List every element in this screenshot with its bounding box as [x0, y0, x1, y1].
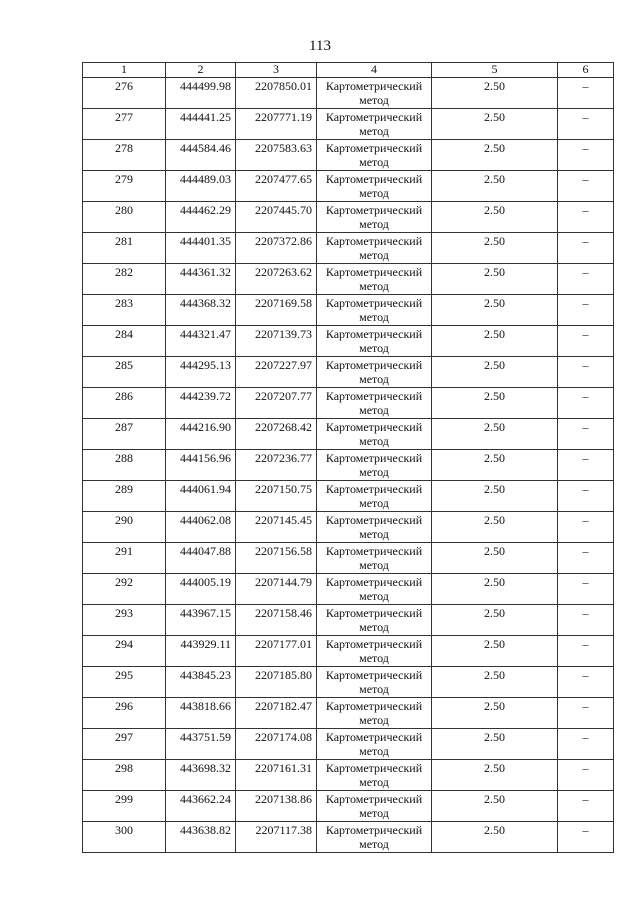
note-cell: –	[558, 171, 614, 202]
x-coordinate-cell: 444489.03	[166, 171, 236, 202]
table-row	[83, 512, 614, 543]
coordinates-table	[82, 62, 614, 853]
note-cell: –	[558, 729, 614, 760]
note-cell: –	[558, 388, 614, 419]
table-row	[83, 822, 614, 853]
method-cell: Картометрический метод	[317, 140, 432, 171]
table-row	[83, 233, 614, 264]
note-cell: –	[558, 636, 614, 667]
method-cell: Картометрический метод	[317, 760, 432, 791]
x-coordinate-cell: 443751.59	[166, 729, 236, 760]
note-cell: –	[558, 419, 614, 450]
table-row	[83, 171, 614, 202]
table-row	[83, 140, 614, 171]
accuracy-cell: 2.50	[432, 481, 558, 512]
x-coordinate-cell: 444216.90	[166, 419, 236, 450]
method-cell: Картометрический метод	[317, 419, 432, 450]
note-cell: –	[558, 264, 614, 295]
method-cell: Картометрический метод	[317, 791, 432, 822]
point-number-cell: 288	[83, 450, 166, 481]
table-body	[83, 78, 614, 853]
method-cell: Картометрический метод	[317, 729, 432, 760]
table-row	[83, 419, 614, 450]
method-cell: Картометрический метод	[317, 667, 432, 698]
point-number-cell: 298	[83, 760, 166, 791]
y-coordinate-cell: 2207169.58	[236, 295, 317, 326]
x-coordinate-cell: 443929.11	[166, 636, 236, 667]
accuracy-cell: 2.50	[432, 78, 558, 109]
method-cell: Картометрический метод	[317, 481, 432, 512]
table-row	[83, 543, 614, 574]
y-coordinate-cell: 2207850.01	[236, 78, 317, 109]
y-coordinate-cell: 2207185.80	[236, 667, 317, 698]
table-row	[83, 109, 614, 140]
accuracy-cell: 2.50	[432, 574, 558, 605]
y-coordinate-cell: 2207117.38	[236, 822, 317, 853]
y-coordinate-cell: 2207145.45	[236, 512, 317, 543]
point-number-cell: 283	[83, 295, 166, 326]
note-cell: –	[558, 543, 614, 574]
point-number-cell: 278	[83, 140, 166, 171]
note-cell: –	[558, 791, 614, 822]
point-number-cell: 286	[83, 388, 166, 419]
table-row	[83, 264, 614, 295]
y-coordinate-cell: 2207227.97	[236, 357, 317, 388]
table-row	[83, 450, 614, 481]
accuracy-cell: 2.50	[432, 543, 558, 574]
table-row	[83, 636, 614, 667]
x-coordinate-cell: 444061.94	[166, 481, 236, 512]
note-cell: –	[558, 512, 614, 543]
note-cell: –	[558, 760, 614, 791]
accuracy-cell: 2.50	[432, 667, 558, 698]
note-cell: –	[558, 295, 614, 326]
column-header: 2	[166, 63, 236, 78]
note-cell: –	[558, 574, 614, 605]
method-cell: Картометрический метод	[317, 605, 432, 636]
x-coordinate-cell: 443662.24	[166, 791, 236, 822]
accuracy-cell: 2.50	[432, 264, 558, 295]
note-cell: –	[558, 326, 614, 357]
y-coordinate-cell: 2207139.73	[236, 326, 317, 357]
accuracy-cell: 2.50	[432, 295, 558, 326]
x-coordinate-cell: 444062.08	[166, 512, 236, 543]
table-row	[83, 357, 614, 388]
y-coordinate-cell: 2207207.77	[236, 388, 317, 419]
accuracy-cell: 2.50	[432, 698, 558, 729]
accuracy-cell: 2.50	[432, 171, 558, 202]
x-coordinate-cell: 444361.32	[166, 264, 236, 295]
point-number-cell: 300	[83, 822, 166, 853]
x-coordinate-cell: 444462.29	[166, 202, 236, 233]
accuracy-cell: 2.50	[432, 450, 558, 481]
x-coordinate-cell: 444584.46	[166, 140, 236, 171]
method-cell: Картометрический метод	[317, 574, 432, 605]
x-coordinate-cell: 444156.96	[166, 450, 236, 481]
point-number-cell: 287	[83, 419, 166, 450]
method-cell: Картометрический метод	[317, 264, 432, 295]
accuracy-cell: 2.50	[432, 605, 558, 636]
method-cell: Картометрический метод	[317, 295, 432, 326]
point-number-cell: 276	[83, 78, 166, 109]
y-coordinate-cell: 2207372.86	[236, 233, 317, 264]
note-cell: –	[558, 481, 614, 512]
point-number-cell: 299	[83, 791, 166, 822]
table-row	[83, 78, 614, 109]
accuracy-cell: 2.50	[432, 760, 558, 791]
y-coordinate-cell: 2207144.79	[236, 574, 317, 605]
accuracy-cell: 2.50	[432, 791, 558, 822]
y-coordinate-cell: 2207771.19	[236, 109, 317, 140]
y-coordinate-cell: 2207161.31	[236, 760, 317, 791]
table-row	[83, 295, 614, 326]
x-coordinate-cell: 444368.32	[166, 295, 236, 326]
y-coordinate-cell: 2207138.86	[236, 791, 317, 822]
method-cell: Картометрический метод	[317, 636, 432, 667]
table-row	[83, 605, 614, 636]
note-cell: –	[558, 357, 614, 388]
y-coordinate-cell: 2207174.08	[236, 729, 317, 760]
point-number-cell: 292	[83, 574, 166, 605]
note-cell: –	[558, 667, 614, 698]
method-cell: Картометрический метод	[317, 450, 432, 481]
point-number-cell: 293	[83, 605, 166, 636]
note-cell: –	[558, 450, 614, 481]
method-cell: Картометрический метод	[317, 109, 432, 140]
method-cell: Картометрический метод	[317, 357, 432, 388]
accuracy-cell: 2.50	[432, 326, 558, 357]
table-row	[83, 481, 614, 512]
accuracy-cell: 2.50	[432, 109, 558, 140]
table-row	[83, 791, 614, 822]
accuracy-cell: 2.50	[432, 419, 558, 450]
x-coordinate-cell: 444441.25	[166, 109, 236, 140]
point-number-cell: 297	[83, 729, 166, 760]
point-number-cell: 289	[83, 481, 166, 512]
point-number-cell: 277	[83, 109, 166, 140]
point-number-cell: 282	[83, 264, 166, 295]
accuracy-cell: 2.50	[432, 202, 558, 233]
method-cell: Картометрический метод	[317, 202, 432, 233]
note-cell: –	[558, 78, 614, 109]
note-cell: –	[558, 822, 614, 853]
accuracy-cell: 2.50	[432, 512, 558, 543]
point-number-cell: 294	[83, 636, 166, 667]
method-cell: Картометрический метод	[317, 326, 432, 357]
y-coordinate-cell: 2207182.47	[236, 698, 317, 729]
method-cell: Картометрический метод	[317, 512, 432, 543]
accuracy-cell: 2.50	[432, 357, 558, 388]
x-coordinate-cell: 443967.15	[166, 605, 236, 636]
x-coordinate-cell: 443638.82	[166, 822, 236, 853]
x-coordinate-cell: 444295.13	[166, 357, 236, 388]
y-coordinate-cell: 2207177.01	[236, 636, 317, 667]
x-coordinate-cell: 444401.35	[166, 233, 236, 264]
method-cell: Картометрический метод	[317, 698, 432, 729]
point-number-cell: 291	[83, 543, 166, 574]
note-cell: –	[558, 605, 614, 636]
note-cell: –	[558, 109, 614, 140]
accuracy-cell: 2.50	[432, 822, 558, 853]
point-number-cell: 280	[83, 202, 166, 233]
y-coordinate-cell: 2207156.58	[236, 543, 317, 574]
point-number-cell: 281	[83, 233, 166, 264]
x-coordinate-cell: 444321.47	[166, 326, 236, 357]
point-number-cell: 295	[83, 667, 166, 698]
y-coordinate-cell: 2207445.70	[236, 202, 317, 233]
y-coordinate-cell: 2207263.62	[236, 264, 317, 295]
x-coordinate-cell: 444499.98	[166, 78, 236, 109]
x-coordinate-cell: 444239.72	[166, 388, 236, 419]
point-number-cell: 285	[83, 357, 166, 388]
note-cell: –	[558, 698, 614, 729]
point-number-cell: 284	[83, 326, 166, 357]
column-header: 1	[83, 63, 166, 78]
column-header: 6	[558, 63, 614, 78]
accuracy-cell: 2.50	[432, 233, 558, 264]
method-cell: Картометрический метод	[317, 78, 432, 109]
table-row	[83, 698, 614, 729]
note-cell: –	[558, 202, 614, 233]
y-coordinate-cell: 2207268.42	[236, 419, 317, 450]
table-row	[83, 729, 614, 760]
point-number-cell: 290	[83, 512, 166, 543]
x-coordinate-cell: 443698.32	[166, 760, 236, 791]
accuracy-cell: 2.50	[432, 636, 558, 667]
table-row	[83, 202, 614, 233]
method-cell: Картометрический метод	[317, 822, 432, 853]
y-coordinate-cell: 2207236.77	[236, 450, 317, 481]
method-cell: Картометрический метод	[317, 171, 432, 202]
table-row	[83, 667, 614, 698]
table-row	[83, 760, 614, 791]
column-header: 3	[236, 63, 317, 78]
y-coordinate-cell: 2207583.63	[236, 140, 317, 171]
page-number: 113	[309, 38, 331, 54]
accuracy-cell: 2.50	[432, 140, 558, 171]
x-coordinate-cell: 443818.66	[166, 698, 236, 729]
table-row	[83, 574, 614, 605]
x-coordinate-cell: 444005.19	[166, 574, 236, 605]
point-number-cell: 279	[83, 171, 166, 202]
column-header: 4	[317, 63, 432, 78]
method-cell: Картометрический метод	[317, 543, 432, 574]
accuracy-cell: 2.50	[432, 388, 558, 419]
note-cell: –	[558, 140, 614, 171]
y-coordinate-cell: 2207477.65	[236, 171, 317, 202]
method-cell: Картометрический метод	[317, 233, 432, 264]
header-row	[83, 63, 614, 78]
y-coordinate-cell: 2207158.46	[236, 605, 317, 636]
x-coordinate-cell: 444047.88	[166, 543, 236, 574]
point-number-cell: 296	[83, 698, 166, 729]
column-header: 5	[432, 63, 558, 78]
method-cell: Картометрический метод	[317, 388, 432, 419]
accuracy-cell: 2.50	[432, 729, 558, 760]
note-cell: –	[558, 233, 614, 264]
x-coordinate-cell: 443845.23	[166, 667, 236, 698]
table-row	[83, 388, 614, 419]
y-coordinate-cell: 2207150.75	[236, 481, 317, 512]
table-row	[83, 326, 614, 357]
